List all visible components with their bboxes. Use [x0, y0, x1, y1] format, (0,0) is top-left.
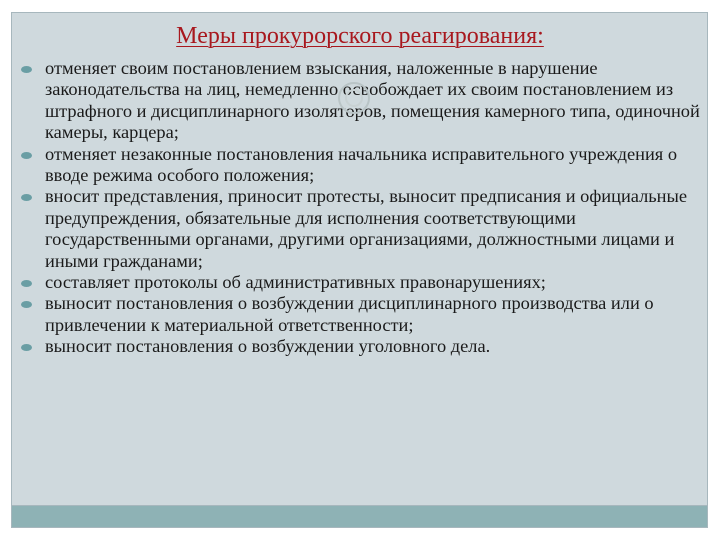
list-item	[20, 272, 700, 293]
bullet-icon	[21, 344, 32, 351]
slide-title: Меры прокурорского реагирования:	[176, 23, 544, 49]
list-item	[20, 186, 700, 272]
bullet-icon	[21, 194, 32, 201]
list-item-text: отменяет незаконные постановления начальника исправительного учреждения о вводе режима особого положения;	[45, 143, 678, 186]
bullet-list	[20, 58, 700, 358]
bullet-icon	[21, 280, 32, 287]
bullet-icon	[21, 152, 32, 159]
list-item	[20, 293, 700, 336]
list-item	[20, 336, 700, 357]
list-item	[20, 58, 700, 144]
list-item-text: выносит постановления о возбуждении уголовного дела.	[45, 336, 491, 357]
list-item-text: отменяет своим постановлением взыскания, наложенные в нарушение законодательства на лиц, немедленно освобождает их своим постановлением из штрафного и дисциплинарного изоляторов, помещения камерного типа, одиночной камеры, карцера;	[45, 58, 700, 143]
bullet-icon	[21, 66, 32, 73]
list-item-text: выносит постановления о возбуждении дисциплинарного производства или о привлечении к материальной ответственности;	[45, 293, 654, 335]
footer-bar	[11, 506, 708, 528]
list-item	[20, 144, 700, 187]
list-item-text: составляет протоколы об административных правонарушениях;	[45, 272, 546, 293]
bullet-icon	[21, 301, 32, 308]
list-item-text: вносит представления, приносит протесты, выносит предписания и официальные предупреждения, обязательные для исполнения соответствующими государственными органами, другими организациями, должностными лицами и иными гражданами;	[45, 186, 688, 271]
